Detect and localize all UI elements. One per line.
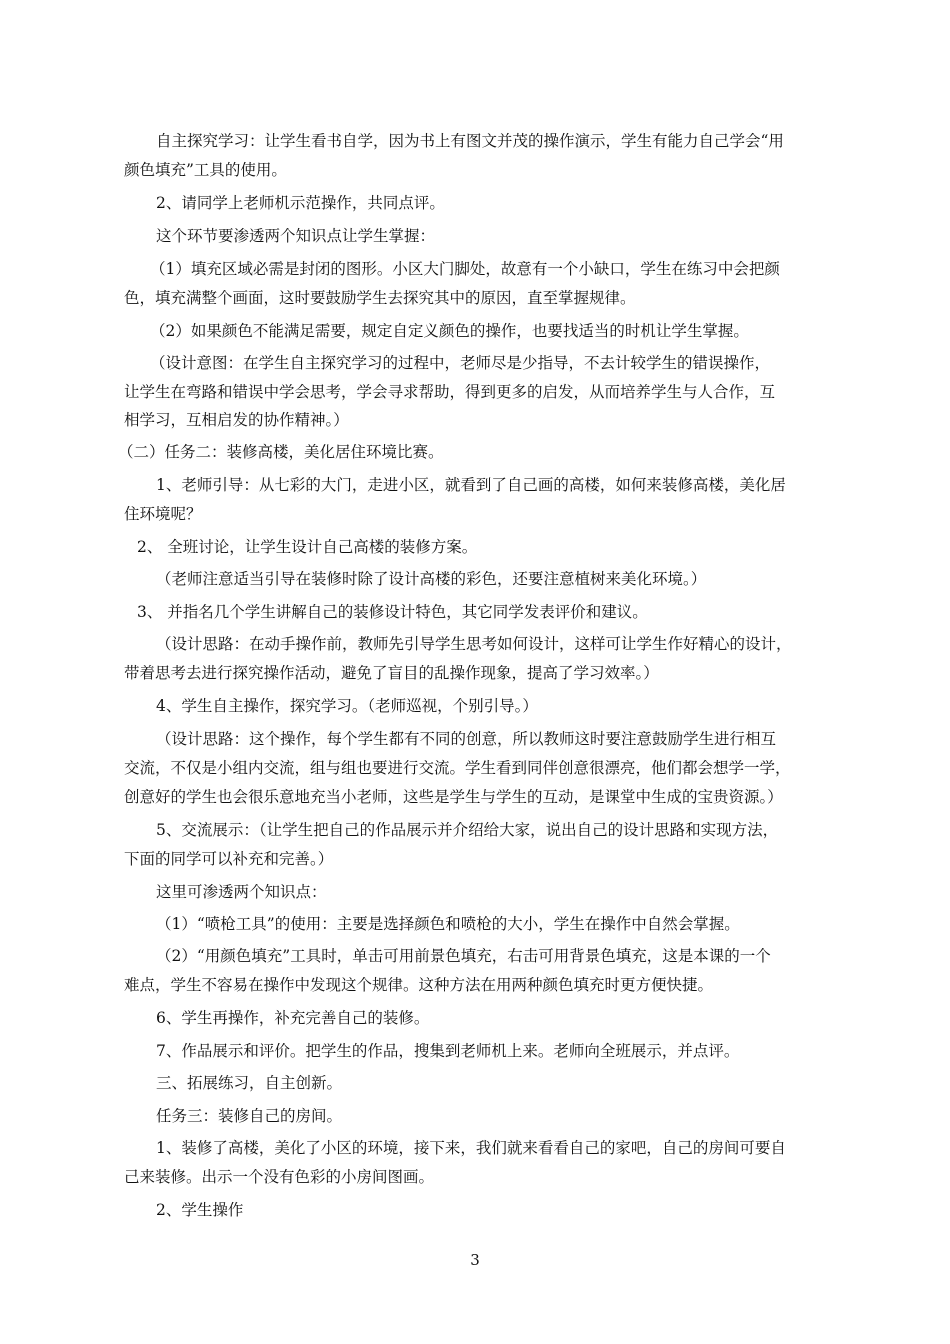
text-line: 下面的同学可以补充和完善。） [124,850,334,868]
text-line: （1）“喷枪工具”的使用：主要是选择颜色和喷枪的大小，学生在操作中自然会掌握。 [156,915,740,933]
text-line: 创意好的学生也会很乐意地充当小老师，这些是学生与学生的互动，是课堂中生成的宝贵资源。） [124,788,783,806]
text-line: 相学习，互相启发的协作精神。） [124,411,349,429]
text-line: 颜色填充”工具的使用。 [124,161,287,179]
text-line: （1）填充区域必需是封闭的图形。小区大门脚处，故意有一个小缺口，学生在练习中会把颜 [150,260,780,278]
text-line: 这个环节要渗透两个知识点让学生掌握： [156,227,436,245]
text-line: 自主探究学习：让学生看书自学，因为书上有图文并茂的操作演示，学生有能力自己学会“用 [156,132,784,150]
text-line: （设计思路：这个操作，每个学生都有不同的创意，所以教师这时要注意鼓励学生进行相互 [156,730,777,748]
section-heading: （二）任务二：装修高楼，美化居住环境比赛。 [118,443,444,461]
page-number: 3 [470,1251,480,1269]
text-line: （设计意图：在学生自主探究学习的过程中，老师尽是少指导，不去计较学生的错误操作， [150,354,771,372]
text-line: 5、交流展示：（让学生把自己的作品展示并介绍给大家，说出自己的设计思路和实现方法， [156,821,779,839]
text-line: 1、老师引导：从七彩的大门，走进小区，就看到了自己画的高楼，如何来装修高楼，美化居 [156,476,786,494]
text-line: 3、 并指名几个学生讲解自己的装修设计特色，其它同学发表评价和建议。 [137,603,648,621]
text-line: 4、学生自主操作，探究学习。（老师巡视，个别引导。） [156,697,538,715]
text-line: 这里可渗透两个知识点： [156,883,327,901]
text-line: 色，填充满整个画面，这时要鼓励学生去探究其中的原因，直至掌握规律。 [124,289,636,307]
text-line: 让学生在弯路和错误中学会思考，学会寻求帮助，得到更多的启发，从而培养学生与人合作，互 [124,383,776,401]
text-line: （设计思路：在动手操作前，教师先引导学生思考如何设计，这样可让学生作好精心的设计， [156,635,792,653]
section-heading: 三、拓展练习，自主创新。 [156,1074,343,1092]
text-line: 己来装修。出示一个没有色彩的小房间图画。 [124,1168,435,1186]
text-line: 2、请同学上老师机示范操作，共同点评。 [156,194,445,212]
text-line: 2、 全班讨论，让学生设计自己高楼的装修方案。 [137,538,478,556]
text-line: 交流，不仅是小组内交流，组与组也要进行交流。学生看到同伴创意很漂亮，他们都会想学一学， [124,759,791,777]
text-line: 2、学生操作 [156,1201,244,1219]
text-line: （老师注意适当引导在装修时除了设计高楼的彩色，还要注意植树来美化环境。） [156,570,707,588]
text-line: 任务三：装修自己的房间。 [156,1107,343,1125]
text-line: （2）“用颜色填充”工具时，单击可用前景色填充，右击可用背景色填充，这是本课的一个 [156,947,771,965]
text-line: 6、学生再操作，补充完善自己的装修。 [156,1009,430,1027]
text-line: 1、装修了高楼，美化了小区的环境，接下来，我们就来看看自己的家吧，自己的房间可要自 [156,1139,786,1157]
text-line: 难点，学生不容易在操作中发现这个规律。这种方法在用两种颜色填充时更方便快捷。 [124,976,714,994]
text-line: 住环境呢？ [124,505,202,523]
text-line: 带着思考去进行探究操作活动，避免了盲目的乱操作现象，提高了学习效率。） [124,664,659,682]
text-line: （2）如果颜色不能满足需要，规定自定义颜色的操作，也要找适当的时机让学生掌握。 [150,322,749,340]
text-line: 7、作品展示和评价。把学生的作品，搜集到老师机上来。老师向全班展示，并点评。 [156,1042,740,1060]
